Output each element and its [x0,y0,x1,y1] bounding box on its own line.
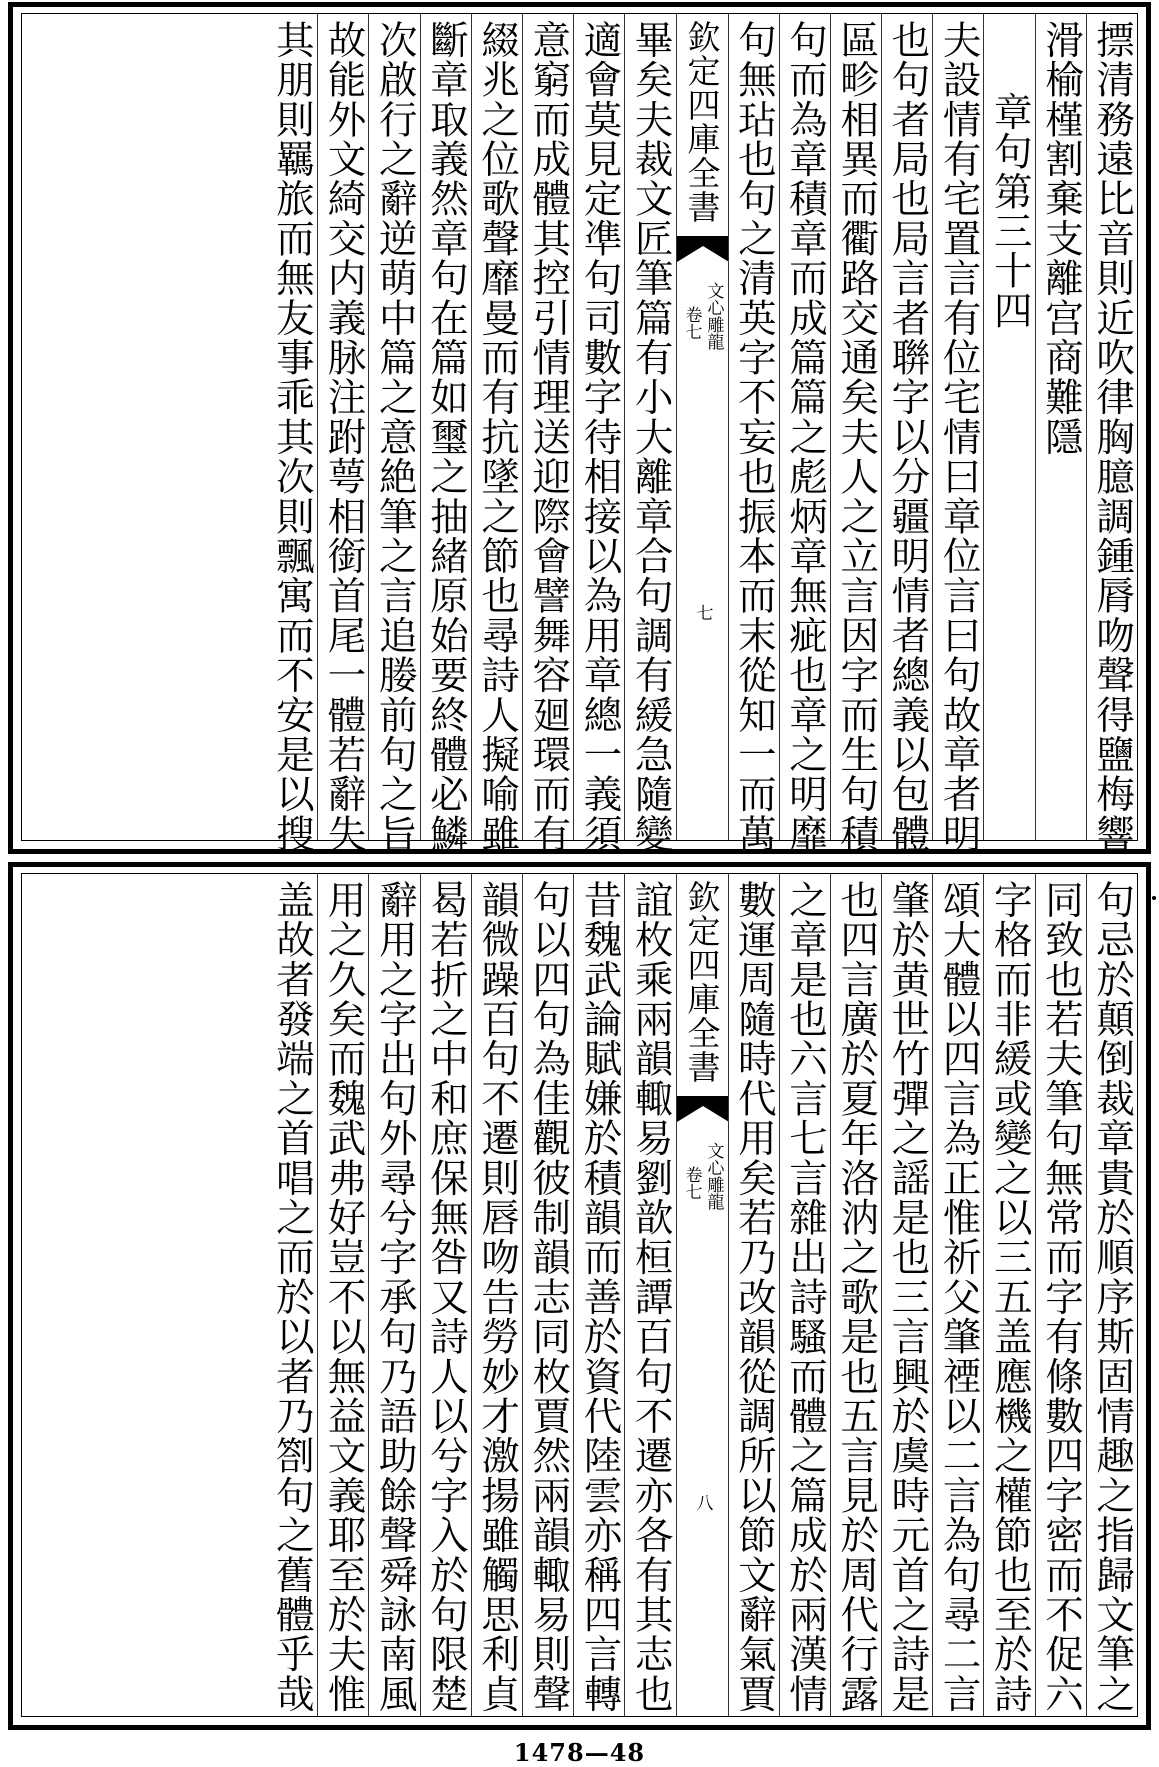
center-header-column [676,14,728,840]
text-column [471,14,522,854]
column-text: 句以四句為佳觀彼制韻志同枚賈然兩韻輙易則聲 [526,880,572,1714]
text-column [522,874,573,1716]
column-text: 綴兆之位歌聲靡曼而有抗墜之節也尋詩人擬喻雖 [475,20,521,854]
column-text: 辭用之字出句外尋兮字承句乃語助餘聲舜詠南風 [372,880,418,1714]
text-column [317,874,368,1716]
collection-title: 欽定四庫全書 [682,880,722,1084]
bottom-page-frame [21,873,1138,1717]
text-column [420,874,471,1716]
volume-label: 卷七 [681,1166,702,1200]
text-column [420,14,471,854]
text-column [573,874,624,1716]
column-text: 畢矣夫裁文匠筆篇有小大離章合句調有緩急隨變 [628,20,674,854]
text-column [779,874,830,1716]
top-page [8,2,1151,854]
column-text: 次啟行之辭逆萌中篇之意絶筆之言追媵前句之旨 [372,20,418,854]
book-title: 文心雕龍 [703,1142,724,1210]
page-number: 七 [692,604,713,621]
column-text: 誼枚乘兩韻輙易劉歆桓譚百句不遷亦各有其志也 [628,880,674,1714]
text-column [881,874,932,1716]
text-column [368,14,419,854]
page-number: 八 [692,1494,713,1511]
text-column [1035,14,1086,840]
bottom-page [8,862,1151,1730]
text-column [1086,874,1137,1716]
column-text: 韻微躁百句不遷則唇吻告勞妙才激揚雖觸思利貞 [475,880,521,1714]
text-column [1035,874,1086,1716]
column-text: 肇於黄世竹彈之謡是也三言興於虞時元首之詩是 [885,880,931,1714]
chapter-heading-column [983,14,1034,840]
text-column [881,14,932,854]
column-text: 字格而非緩或變之以三五盖應機之權節也至於詩 [987,880,1033,1714]
top-page-columns [22,14,1137,854]
text-column [779,14,830,854]
chapter-heading: 章句第三十四 [987,92,1033,331]
column-text: 用之久矣而魏武弗好豈不以無益文義耶至於夫惟 [321,880,367,1714]
text-column [1086,14,1137,854]
text-column [471,874,522,1716]
column-text: 也四言廣於夏年洛汭之歌是也五言見於周代行露 [834,880,880,1714]
column-text: 夫設情有宅置言有位宅情曰章位言曰句故章者明 [936,20,982,854]
text-column [932,874,983,1716]
column-text: 滑榆槿割棄支離宫商難隱 [1038,20,1084,457]
column-text: 昔魏武論賦嫌於積韻而善於資代陸雲亦稱四言轉 [577,880,623,1714]
column-text: 頌大體以四言為正惟祈父肇禋以二言為句尋二言 [936,880,982,1714]
column-text: 意窮而成體其控引情理送迎際會譬舞容廻環而有 [526,20,572,854]
center-header-column [676,874,728,1716]
text-column [624,14,675,854]
text-column [728,874,779,1716]
text-column [932,14,983,854]
column-text: 也句者局也局言者聨字以分疆明情者總義以包體 [885,20,931,854]
column-text: 其朋則羈旅而無友事乖其次則飄寓而不安是以搜 [269,20,315,854]
column-text: 適會莫見定凖句司數字待相接以為用章總一義須 [577,20,623,854]
column-text: 曷若折之中和庶保無咎又詩人以兮字入於句限楚 [423,880,469,1714]
column-text: 摽清務遠比音則近吹律胸臆調鍾脣吻聲得鹽梅響 [1090,20,1136,854]
text-column [830,14,881,854]
column-text: 句無玷也句之清英字不妄也振本而末從知一而萬 [731,20,777,854]
column-text: 盖故者發端之首唱之而於以者乃劄句之舊體乎哉 [269,880,315,1714]
book-title: 文心雕龍 [703,282,724,350]
column-text: 區畛相異而衢路交通矣夫人之立言因字而生句積 [834,20,880,854]
fishtail-ornament [677,1096,728,1124]
top-page-frame [21,13,1138,854]
text-column [983,874,1034,1716]
column-text: 同致也若夫筆句無常而字有條數四字密而不促六 [1038,880,1084,1714]
text-column [522,14,573,854]
column-text: 之章是也六言七言雜出詩騷而體之篇成於兩漢情 [783,880,829,1714]
text-column [624,874,675,1716]
bottom-page-columns [22,874,1137,1716]
text-column [368,874,419,1716]
text-column [830,874,881,1716]
column-text: 斷章取義然章句在篇如璽之抽緒原始要終體必鱗 [423,20,469,854]
stray-mark [1152,896,1156,900]
fishtail-ornament [677,236,728,264]
text-column [266,14,317,854]
column-text: 故能外文綺交内義脉注跗萼相銜首尾一體若辭失 [321,20,367,854]
column-text: 數運周隨時代用矣若乃改韻從調所以節文辭氣賈 [731,880,777,1714]
volume-label: 卷七 [681,306,702,340]
column-text: 句忌於顛倒裁章貴於順序斯固情趣之指歸文筆之 [1090,880,1136,1714]
text-column [573,14,624,854]
text-column [317,14,368,854]
column-text: 句而為章積章而成篇篇之彪炳章無疵也章之明靡 [783,20,829,854]
page-code: 1478—48 [513,1738,646,1767]
collection-title: 欽定四庫全書 [682,20,722,224]
text-column [728,14,779,854]
text-column [266,874,317,1716]
